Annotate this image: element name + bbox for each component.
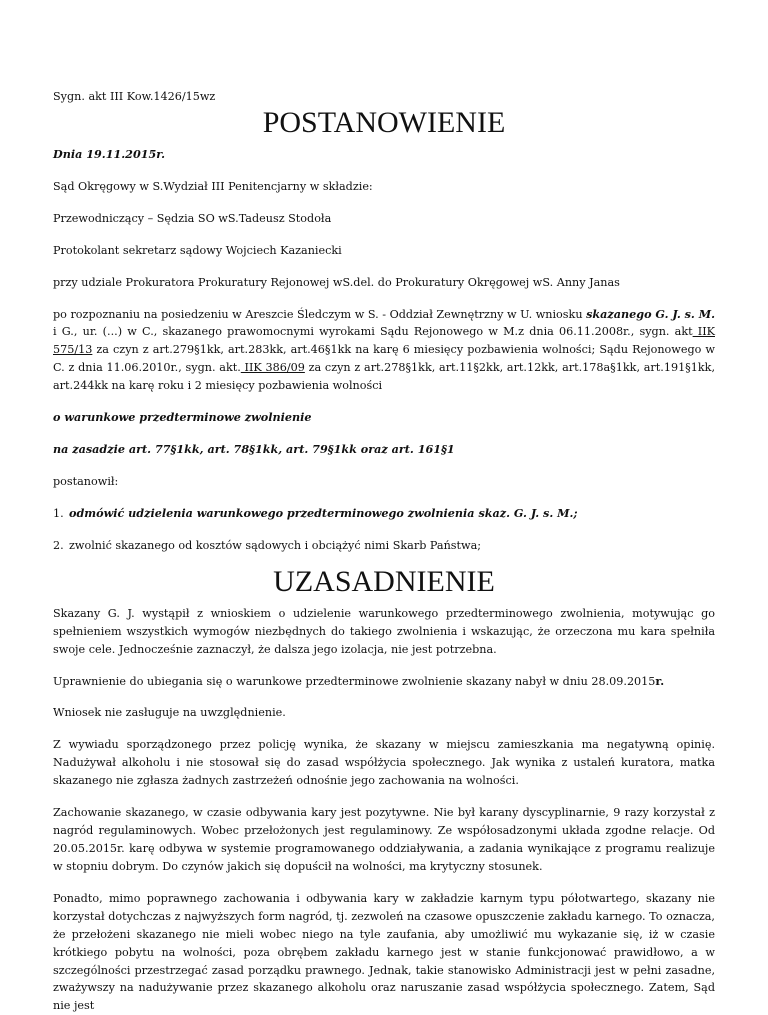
convict-name: skazanego G. J. s. M. <box>586 306 715 321</box>
consideration-text: za czyn z art.279§1kk, art.283kk, art.46§1kk na karę 6 miesięcy pozbawienia wolności; Sądu Rejonowego w C. z dnia 11.06.2010r., sygn. akt. <box>53 343 715 375</box>
ruling-item-text: zwolnić skazanego od kosztów sądowych i obciążyć nimi Skarb Państwa; <box>69 538 482 552</box>
justification-paragraph: Skazany G. J. wystąpił z wnioskiem o udzielenie warunkowego przedterminowego zwolnienia, motywując go spełnieniem wszystkich wymogów niezbędnych do takiego zwolnienia i wskazując, że orzeczona mu kara spełniła swoje cele. Jednocześnie zaznaczył, że dalsza jego izolacja, nie jest potrzebna. <box>53 606 715 656</box>
prosecutor-participation: przy udziale Prokuratora Prokuratury Rejonowej wS.del. do Prokuratury Okręgowej wS. Anny Janas <box>53 275 620 289</box>
justification-text: r. <box>655 673 665 688</box>
justification-paragraph: Zachowanie skazanego, w czasie odbywania kary jest pozytywne. Nie był karany dyscyplinarnie, 9 razy korzystał z nagród regulaminowych. Wobec przełożonych jest regulaminowy. Ze współosadzonymi układa zgodne relacje. Od 20.05.2015r. karę odbywa w systemie programowanego oddziaływania, a zadania wynikające z programu realizuje w stopniu dobrym. Do czynów jakich się dopuścił na wolności, ma krytyczny stosunek. <box>53 806 715 873</box>
presiding-judge: Przewodniczący – Sędzia SO wS.Tadeusz Stodoła <box>53 211 332 225</box>
case-reference: Sygn. akt III Kow.1426/15wz <box>53 90 216 103</box>
justification-text: Uprawnienie do ubiegania się o warunkowe przedterminowe zwolnienie skazany nabył w dniu 28.09.2015 <box>53 674 656 688</box>
justification-paragraph <box>53 673 715 691</box>
court-composition: Sąd Okręgowy w S.Wydział III Penitencjarny w składzie: <box>53 179 373 193</box>
justification-paragraph: Wniosek nie zasługuje na uwzględnienie. <box>53 706 286 720</box>
justification-paragraph: Ponadto, mimo poprawnego zachowania i odbywania kary w zakładzie karnym typu półotwartego, skazany nie korzystał dotychczas z najwyższych form nagród, tj. zezwoleń na czasowe opuszczenie zakładu karnego. To oznacza, że przełożeni skazanego nie mieli wobec niego na tyle zaufania, aby umożliwić mu wykazanie się, iż w czasie krótkiego pobytu na wolności, poza obrębem zakładu karnego jest w stanie funkcjonować prawidłowo, a w szczególności przestrzegać zasad porządku prawnego. Jednak, takie stanowisko Administracji jest w pełni zasadne, zważywszy na nadużywanie przez skazanego alkoholu oraz naruszanie zasad współżycia społecznego. Zatem, Sąd nie jest <box>53 891 715 1013</box>
ruling-item-number: 2. <box>53 538 64 552</box>
ruling-item-1 <box>53 505 715 523</box>
consideration-text: po rozpoznaniu na posiedzeniu w Areszcie Śledczym w S. - Oddział Zewnętrzny w U. wniosku <box>53 307 587 321</box>
justification-heading: UZASADNIENIE <box>273 564 495 598</box>
ruling-item-text: odmówić udzielenia warunkowego przedterminowego zwolnienia skaz. G. J. s. M.; <box>69 505 578 520</box>
consideration-text: za czyn z art.278§1kk, art.11§2kk, art.12kk, art.178a§1kk, art.191§1kk, art.244kk na karę roku i 2 miesięcy pozbawienia wolności <box>53 361 716 393</box>
case-link: IIK 575/13 <box>53 325 715 357</box>
ruling-item-2 <box>53 537 715 555</box>
ruling-item-number: 1. <box>53 506 64 520</box>
case-link: IIK 386/09 <box>240 361 305 375</box>
motion-subject: o warunkowe przedterminowe zwolnienie <box>53 410 312 425</box>
legal-basis: na zasadzie art. 77§1kk, art. 78§1kk, art. 79§1kk oraz art. 161§1 <box>53 442 455 457</box>
justification-paragraph: Z wywiadu sporządzonego przez policję wynika, że skazany w miejscu zamieszkania ma negatywną opinię. Nadużywał alkoholu i nie stosował się do zasad współżycia społecznego. Jak wynika z ustaleń kuratora, matka skazanego nie zgłasza żadnych zastrzeżeń odnośnie jego zachowania na wolności. <box>53 738 715 788</box>
consideration-text: i G., ur. (...) w C., skazanego prawomocnymi wyrokami Sądu Rejonowego w M.z dnia 06.11.2008r., sygn. akt <box>53 325 693 339</box>
document-title: POSTANOWIENIE <box>262 105 506 139</box>
decided-label: postanowił: <box>53 474 119 488</box>
court-clerk: Protokolant sekretarz sądowy Wojciech Kazaniecki <box>53 243 342 257</box>
decision-date: Dnia 19.11.2015r. <box>53 146 166 161</box>
motion-consideration <box>53 306 715 396</box>
